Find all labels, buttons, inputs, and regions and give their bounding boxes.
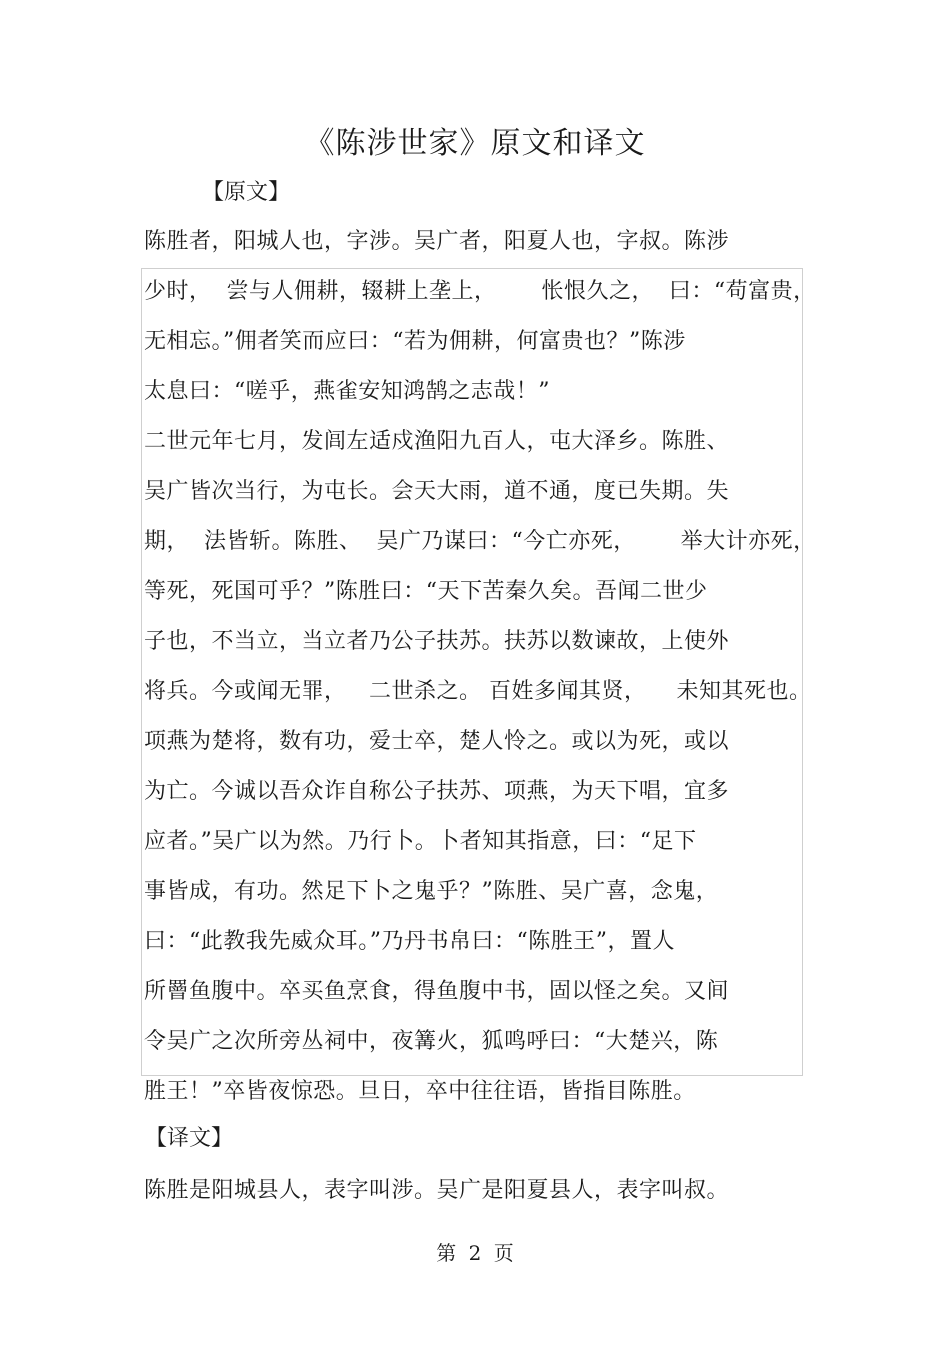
page-title: 《陈涉世家》原文和译文	[304, 126, 646, 161]
original-line: 应者。”吴广以为然。乃行卜。卜者知其指意，曰：“足下	[144, 829, 697, 854]
original-line: 吴广皆次当行，为屯长。会天大雨，道不通，度已失期。失	[144, 479, 730, 504]
page-number: 第 2 页	[436, 1241, 514, 1265]
original-line: 曰：“此教我先威众耳。”乃丹书帛曰：“陈胜王”，置人	[144, 929, 675, 954]
original-line: 等死，死国可乎？”陈胜曰：“天下苦秦久矣。吾闻二世少	[144, 579, 708, 604]
original-line: 二世元年七月，发闾左适戍渔阳九百人，屯大泽乡。陈胜、	[144, 429, 730, 454]
translation-heading: 【译文】	[145, 1126, 234, 1151]
original-text-heading: 【原文】	[202, 180, 291, 205]
original-line: 陈胜者，阳城人也，字涉。吴广者，阳夏人也，字叔。陈涉	[144, 229, 730, 254]
original-line: 少时， 尝与人佣耕，辍耕上垄上， 怅恨久之， 曰：“苟富贵，	[144, 279, 816, 304]
original-line: 所罾鱼腹中。卒买鱼烹食，得鱼腹中书，固以怪之矣。又间	[144, 979, 730, 1004]
original-line: 将兵。今或闻无罪， 二世杀之。 百姓多闻其贤， 未知其死也。	[144, 679, 812, 704]
original-line: 期， 法皆斩。陈胜、 吴广乃谋曰：“今亡亦死， 举大计亦死，	[144, 529, 816, 554]
original-line: 子也，不当立，当立者乃公子扶苏。扶苏以数谏故，上使外	[144, 629, 730, 654]
original-line: 太息曰：“嗟乎，燕雀安知鸿鹄之志哉！”	[144, 379, 550, 404]
original-line: 项燕为楚将，数有功，爱士卒，楚人怜之。或以为死，或以	[144, 729, 730, 754]
translation-line: 陈胜是阳城县人，表字叫涉。吴广是阳夏县人，表字叫叔。	[144, 1178, 730, 1203]
original-line: 令吴广之次所旁丛祠中，夜篝火，狐鸣呼曰：“大楚兴，陈	[144, 1029, 719, 1054]
original-line: 事皆成，有功。然足下卜之鬼乎？”陈胜、吴广喜，念鬼，	[144, 879, 719, 904]
original-line: 无相忘。”佣者笑而应曰：“若为佣耕，何富贵也？”陈涉	[144, 329, 686, 354]
original-text-body	[144, 223, 844, 1123]
original-line: 为亡。今诚以吾众诈自称公子扶苏、项燕，为天下唱，宜多	[144, 779, 730, 804]
original-line: 胜王！”卒皆夜惊恐。旦日，卒中往往语，皆指目陈胜。	[144, 1079, 696, 1104]
